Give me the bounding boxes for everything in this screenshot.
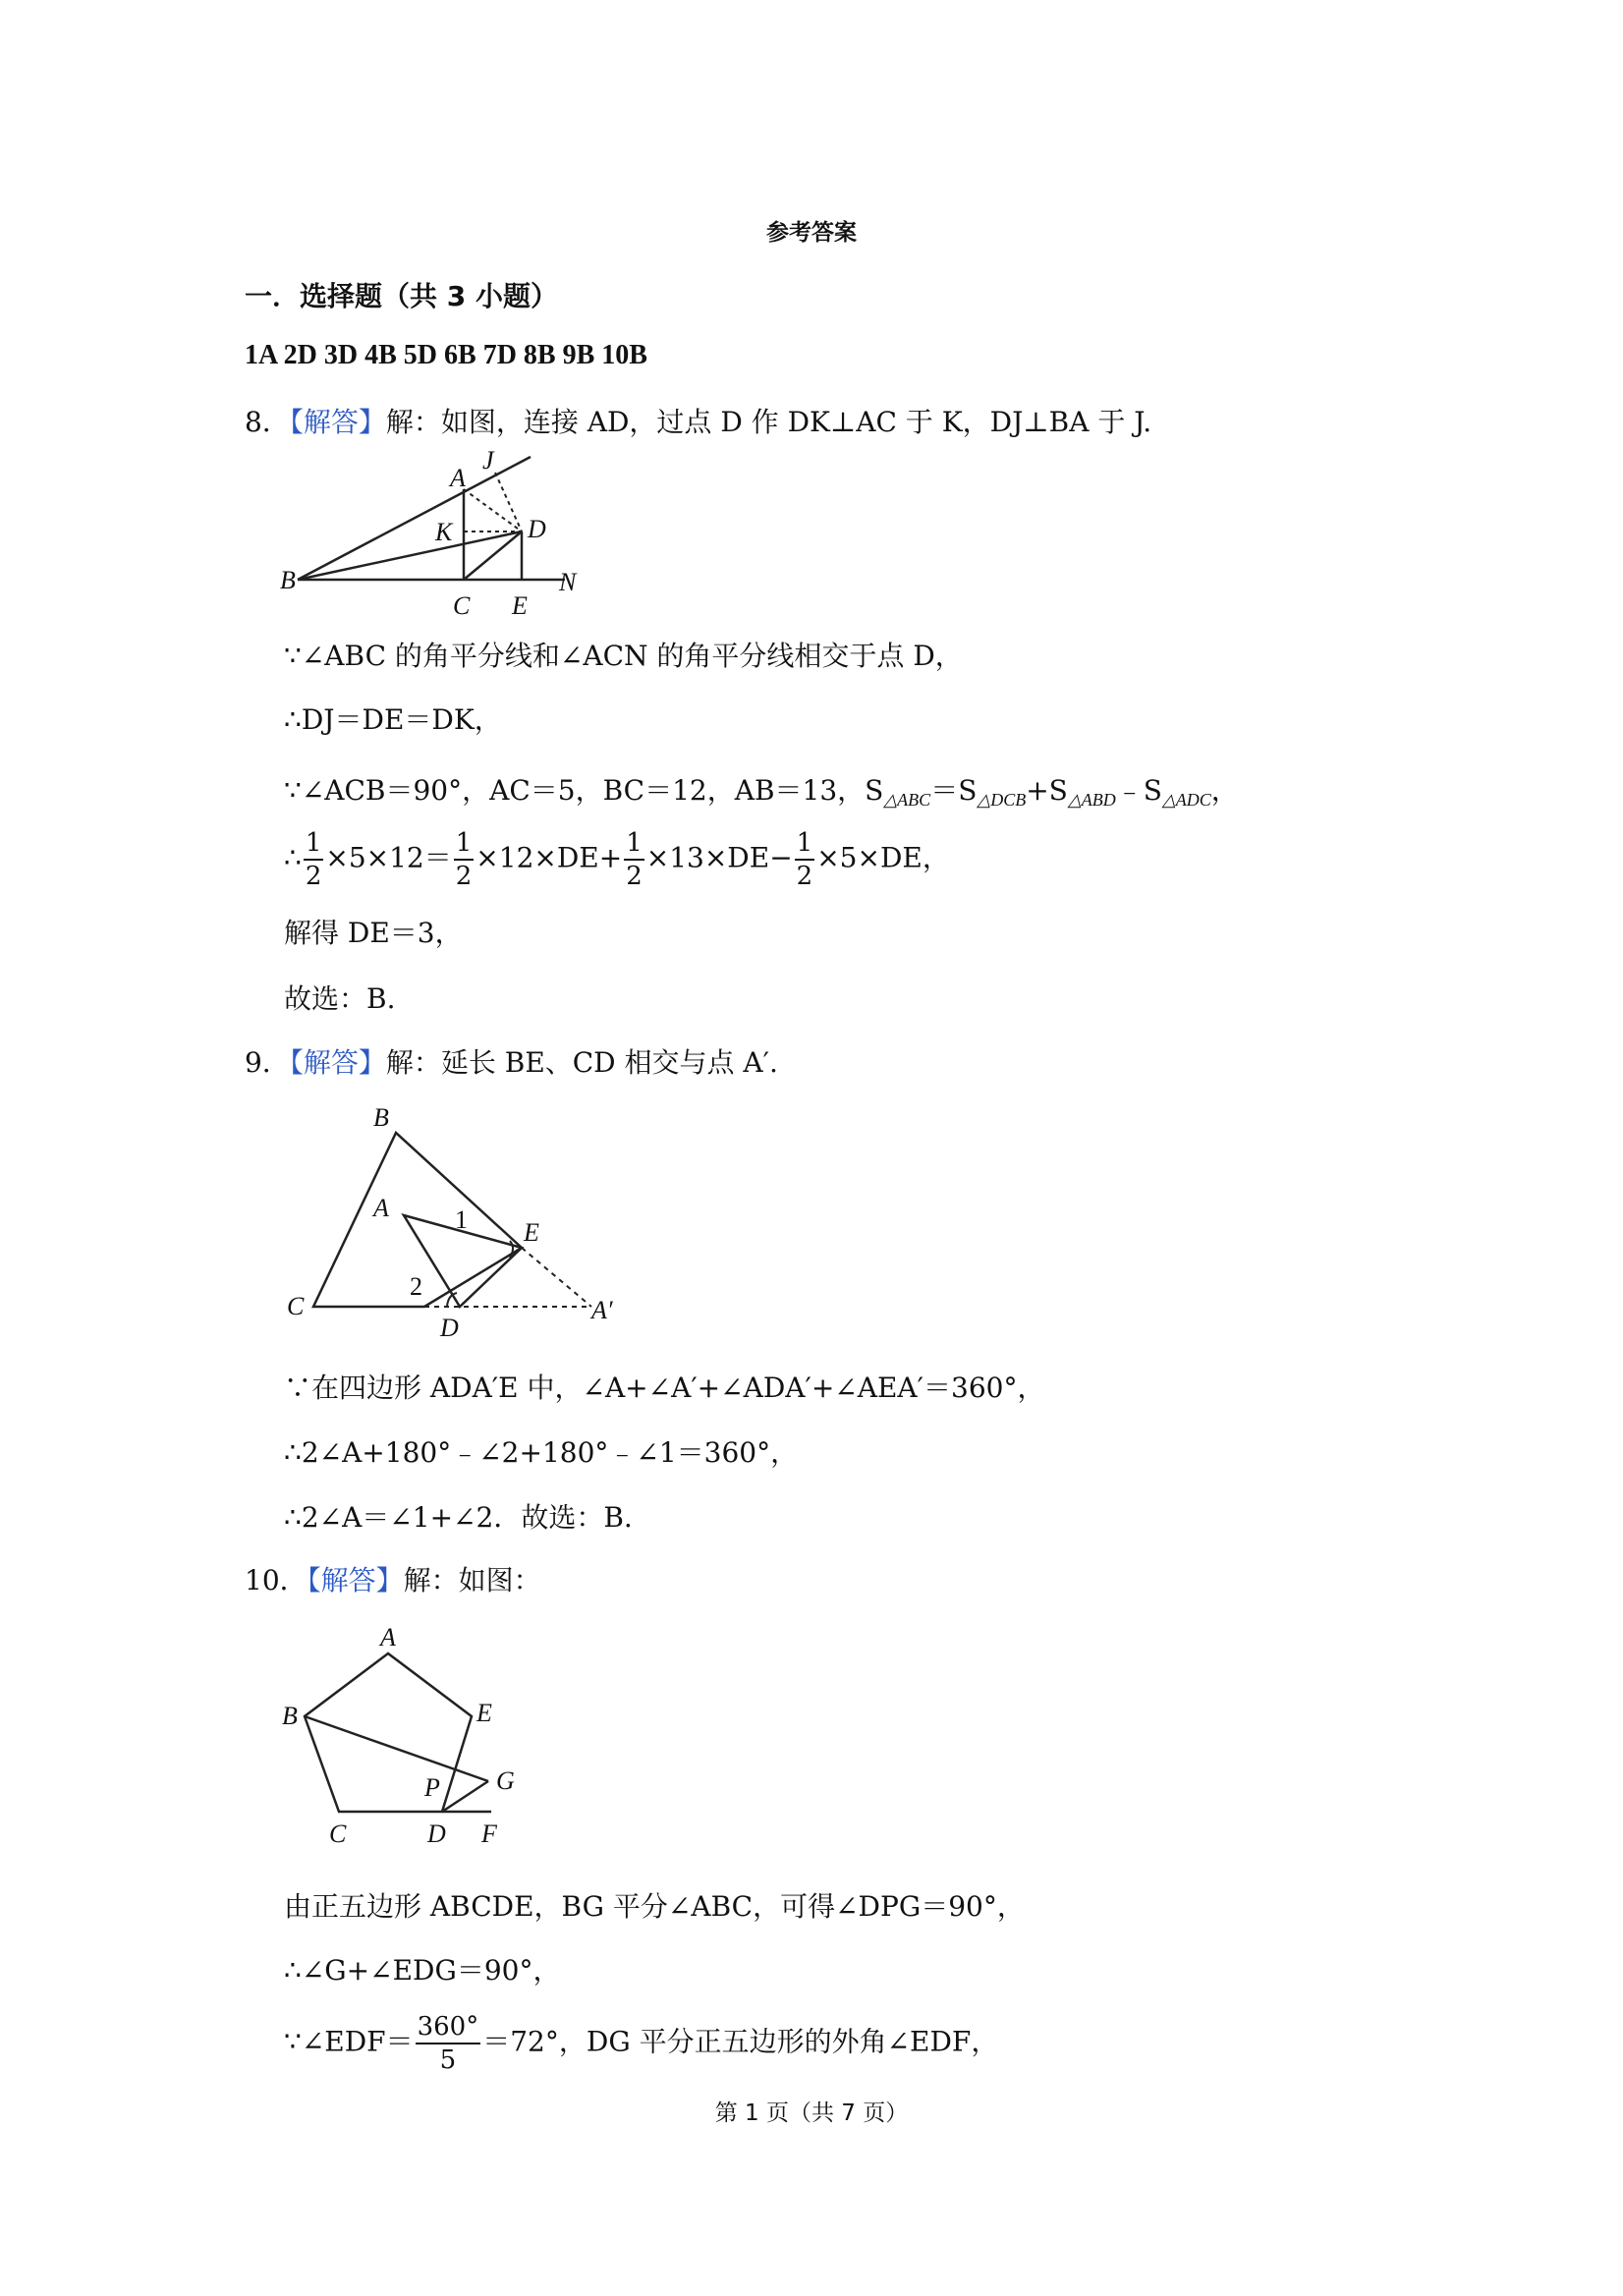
q10-line-1: 由正五边形 ABCDE，BG 平分∠ABC，可得∠DPG＝90°， <box>284 1890 1025 1923</box>
q9-label-d: D <box>440 1314 459 1341</box>
q9-intro: 解：延长 BE、CD 相交与点 A′. <box>385 1046 778 1079</box>
q9-line-1: ∵在四边形 ADA′E 中，∠A+∠A′+∠ADA′+∠AEA′＝360°， <box>284 1372 1045 1404</box>
q10-intro-line <box>245 1561 541 1600</box>
q8-intro: 解：如图，连接 AD，过点 D 作 DK⊥AC 于 K，DJ⊥BA 于 J. <box>385 406 1152 438</box>
q10-label-c: C <box>329 1820 347 1848</box>
q10-number: 10． <box>245 1564 308 1596</box>
q8-line-2: ∴DJ＝DE＝DK， <box>284 703 502 736</box>
q8-label-b: B <box>280 566 296 594</box>
q9-label-a-prime: A′ <box>591 1296 613 1324</box>
q8-line-5: 解得 DE＝3， <box>284 917 463 949</box>
q9-label-b: B <box>373 1103 389 1132</box>
q8-line-3: ∵∠ACB＝90°，AC＝5，BC＝12，AB＝13，$S_{\triangle ABC}=S_{\triangle DCB}+S_{\triangle ABD}﹣S_{\triangle ADC}$， <box>284 774 1239 810</box>
q10-label-a: A <box>380 1623 396 1652</box>
q9-line-3: ∴2∠A＝∠1+∠2．故选：B. <box>284 1501 633 1534</box>
page-title: 参考答案 <box>766 220 857 246</box>
q8-figure <box>280 447 604 624</box>
q9-number: 9． <box>245 1046 290 1079</box>
q9-label-e: E <box>524 1218 539 1247</box>
q8-label-a: A <box>450 464 466 492</box>
q9-label-c: C <box>287 1292 305 1320</box>
q8-label-j: J <box>482 447 494 475</box>
q9-label-1: 1 <box>455 1205 468 1234</box>
q9-answer-tag: 【解答】 <box>289 1046 386 1079</box>
q9-figure <box>280 1100 644 1341</box>
fraction-half: $\frac{1}{2}$ <box>455 828 473 891</box>
page-footer: 第 1 页（共 7 页） <box>714 2100 909 2126</box>
q10-intro: 解：如图： <box>403 1564 541 1596</box>
fraction-half: $\frac{1}{2}$ <box>796 828 813 891</box>
q10-label-d: D <box>427 1820 446 1848</box>
q9-line-2: ∴2∠A+180°﹣∠2+180°﹣∠1＝360°， <box>284 1436 799 1469</box>
q8-line-4-equation: ∴ $\frac{1}{2}$ ×5×12＝ $\frac{1}{2}$ ×12×DE+ $\frac{1}{2}$ ×13×DE− $\frac{1}{2}$ ×5×DE， <box>284 828 950 891</box>
q8-label-c: C <box>453 591 471 620</box>
q9-label-2: 2 <box>410 1272 422 1301</box>
q8-line-6: 故选：B. <box>284 982 396 1015</box>
q8-answer-tag: 【解答】 <box>289 406 386 438</box>
q10-label-g: G <box>496 1766 515 1795</box>
q8-label-n: N <box>559 568 577 596</box>
q10-line-2: ∴∠G+∠EDG＝90°， <box>284 1954 561 1987</box>
q8-label-k: K <box>435 518 453 546</box>
fraction-half: $\frac{1}{2}$ <box>305 828 322 891</box>
q10-label-e: E <box>476 1699 492 1727</box>
q10-label-b: B <box>282 1702 298 1730</box>
answer-key-line: 1A 2D 3D 4B 5D 6B 7D 8B 9B 10B <box>245 340 647 370</box>
q10-label-f: F <box>481 1820 497 1848</box>
q10-label-p: P <box>424 1773 440 1802</box>
q8-intro-line <box>245 403 1151 442</box>
q10-figure <box>280 1621 575 1857</box>
q10-line-3-equation: ∵∠EDF＝ $\frac{360^\circ}{5}$ ＝72°，DG 平分正五边形的外角∠EDF， <box>284 2012 999 2075</box>
q8-line-1: ∵∠ABC 的角平分线和∠ACN 的角平分线相交于点 D， <box>284 640 963 672</box>
q8-label-d: D <box>528 515 546 543</box>
fraction-360-over-5: $\frac{360^\circ}{5}$ <box>417 2012 479 2075</box>
q8-number: 8． <box>245 406 290 438</box>
q8-label-e: E <box>512 591 528 620</box>
q9-label-a: A <box>373 1194 389 1222</box>
q9-intro-line <box>245 1043 778 1083</box>
q10-answer-tag: 【解答】 <box>307 1564 404 1596</box>
fraction-half: $\frac{1}{2}$ <box>626 828 643 891</box>
section-heading: 一．选择题（共 3 小题） <box>245 280 558 312</box>
